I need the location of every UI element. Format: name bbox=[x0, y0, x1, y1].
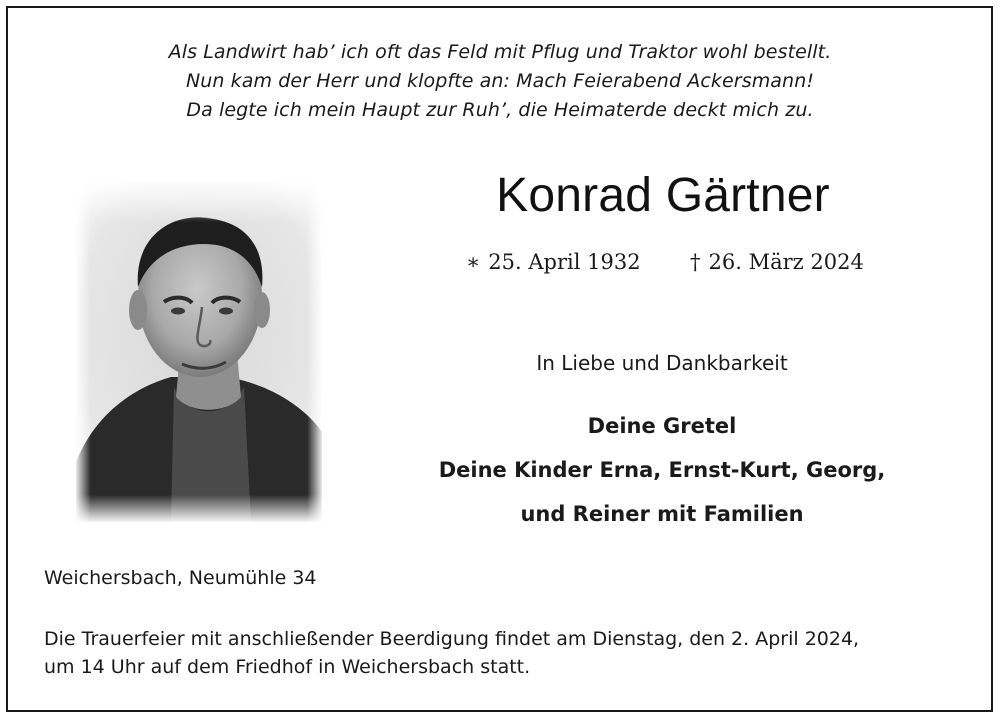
birth-date-group bbox=[466, 250, 641, 274]
mourner-line: Deine Kinder Erna, Ernst-Kurt, Georg, bbox=[438, 458, 886, 482]
funeral-line: Die Trauerfeier mit anschließender Beerdigung findet am Dienstag, den 2. April 2024, bbox=[44, 628, 860, 650]
death-date-group bbox=[690, 250, 864, 274]
birth-star-icon: ∗ bbox=[466, 250, 481, 274]
deceased-name: Konrad Gärtner bbox=[496, 169, 830, 222]
family-address: Weichersbach, Neumühle 34 bbox=[44, 567, 317, 589]
funeral-line: um 14 Uhr auf dem Friedhof in Weichersbach statt. bbox=[44, 656, 531, 678]
poem-line: Nun kam der Herr und klopfte an: Mach Feierabend Ackersmann! bbox=[185, 70, 815, 92]
portrait-photo bbox=[76, 182, 322, 522]
birth-date: 25. April 1932 bbox=[488, 250, 641, 274]
funeral-details bbox=[44, 625, 859, 681]
death-cross-icon: † bbox=[690, 250, 701, 274]
memorial-poem bbox=[0, 38, 1000, 125]
dedication-text: In Liebe und Dankbarkeit bbox=[536, 351, 788, 375]
mourners-list bbox=[320, 404, 1000, 536]
poem-line: Da legte ich mein Haupt zur Ruh’, die Heimaterde deckt mich zu. bbox=[186, 99, 814, 121]
poem-line: Als Landwirt hab’ ich oft das Feld mit Pflug und Traktor wohl bestellt. bbox=[168, 41, 832, 63]
death-date: 26. März 2024 bbox=[708, 250, 864, 274]
mourner-line: Deine Gretel bbox=[587, 414, 737, 438]
mourner-line: und Reiner mit Familien bbox=[520, 502, 804, 526]
